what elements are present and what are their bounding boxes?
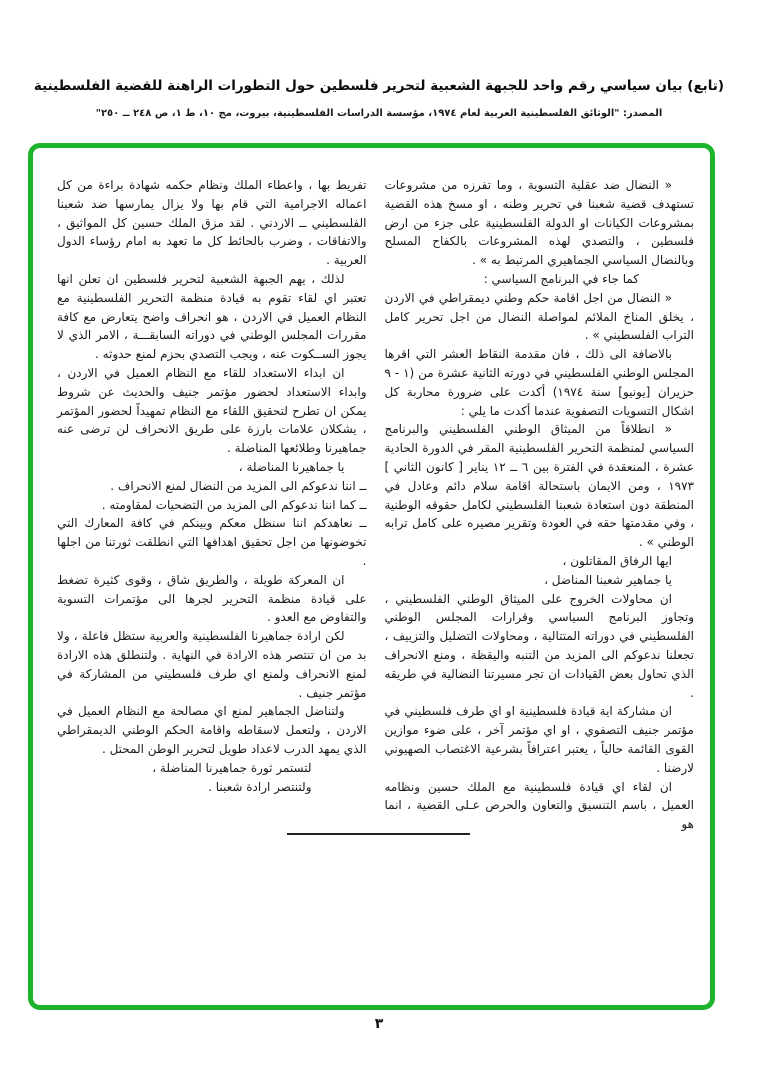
paragraph: ان محاولات الخروج على الميثاق الوطني الفلسطيني ، وتجاوز البرنامج السياسي وقرارات المجلس الوطني الفلسطيني في دوراته المتتالية ، ومحاولات التضليل والتزييف ، تجعلنا ندعوكم الى المزيد من التنبه واليقظة ، ومنع الانحراف الذي تحاول بعض القيادات ان تجر مسيرتنا النضالية في طريقه .: [384, 591, 694, 700]
footnote-divider: [287, 833, 470, 835]
paragraph: « النضال ضد عقلية التسوية ، وما تفرزه من مشروعات تستهدف قضية شعبنا في تحرير وطنه ، او مسخ هذه القضية بمشروعات الكيانات او الدولة الفلسطينية على جزء من ارض فلسطين ، والتصدي لهذه المشروعات بالكفاح المسلح وبالنضال السياسي الجماهيري المرتبط به » .: [384, 178, 694, 268]
paragraph: « النضال من اجل اقامة حكم وطني ديمقراطي في الاردن ، يخلق المناخ الملائم لمواصلة النضال من اجل تحرير كامل التراب الفلسطيني » .: [384, 290, 694, 343]
paragraph: كما جاء في البرنامج السياسي :: [483, 271, 639, 286]
paragraph: لذلك ، يهم الجبهة الشعبية لتحرير فلسطين ان تعلن انها تعتبر اي لقاء تقوم به قيادة منظمة التحرير الفلسطينية مع النظام العميل في الاردن ، هو انحراف واضح يتعارض مع كافة مقررات المجلس الوطني في دوراته السابقـــة ، الامر الذي لا يجوز الســكوت عنه ، ويجب التصدي بحزم لمنع حدوثه .: [57, 271, 367, 362]
list-item-dash: ــ كما اننا ندعوكم الى المزيد من التضحيات لمقاومته .: [101, 497, 367, 512]
page-number: ٣: [374, 1016, 384, 1032]
list-item-dash: ــ نعاهدكم اننا سنظل معكم وبينكم في كافة المعارك التي تخوضونها من اجل تحقيق اهدافها التي انطلقت ثورتنا من اجلها .: [57, 516, 367, 568]
column-left: [57, 176, 367, 834]
paragraph: ايها الرفاق المقاتلون ،: [562, 553, 672, 568]
paragraph: « انطلاقاً من الميثاق الوطني الفلسطيني والبرنامج السياسي لمنظمة التحرير الفلسطينية المقر في الدورة الحادية عشرة ، المنعقدة في الفترة بين ٦ ــ ١٢ يناير [ كانون الثاني ] ١٩٧٣ ، ومن الايمان باستحالة اقامة سلام دائم وعادل في المنطقة دون استعادة شعبنا الفلسطيني لكامل حقوقه الوطنية ، وفي مقدمتها حقه في العودة وتقرير مصيره على كامل ترابه الوطني » .: [384, 422, 694, 550]
paragraph: ولتناضل الجماهير لمنع اي مصالحة مع النظام العميل في الاردن ، ولتعمل لاسقاطه واقامة الحكم الوطني الديمقراطي الذي يمهد الدرب لاعداد طويل لتحرير الوطن المحتل .: [57, 704, 367, 756]
paragraph: ان مشاركة اية قيادة فلسطينية او اي طرف فلسطيني في مؤتمر جنيف التصفوي ، او اي مؤتمر آخر ، على ضوء موازين القوى القائمة حالياً ، يعتبر اعترافاً بشرعية الاغتصاب الصهيوني لارضنا .: [384, 704, 694, 775]
page-title: (تابع) بيان سياسي رقم واحد للجبهة الشعبية لتحرير فلسطين حول التطورات الراهنة للقضية الفلسطينية: [33, 78, 725, 94]
text-frame: [28, 143, 715, 1010]
paragraph: ولتنتصر ارادة شعبنا .: [208, 779, 312, 794]
paragraph: ان لقاء اي قيادة فلسطينية مع الملك حسين ونظامه العميل ، باسم التنسيق والتعاون والحرص عـلى القضية ، انما هو: [384, 779, 694, 832]
paragraph: لكن ارادة جماهيرنا الفلسطينية والعربية ستظل فاعلة ، ولا بد من ان تنتصر هذه الارادة في النهاية . ولتنطلق هذه الارادة لمنع الانحراف ولمنع اي طرف فلسطيني من المشاركة في مؤتمر جنيف .: [57, 629, 367, 700]
paragraph: ان ابداء الاستعداد للقاء مع النظام العميل في الاردن ، وابداء الاستعداد لحضور مؤتمر جنيف والحديث عن شروط يمكن ان تطرح لتحقيق اللقاء مع النظام تمهيداً لحضور المؤتمر ، يشكلان علامات بارزة على طريق الانحراف لن ترضى عنه جماهيرنا وطلائعها المناضلة .: [57, 365, 367, 456]
paragraph: يا جماهير شعبنا المناضل ،: [544, 572, 672, 587]
source-citation: المصدر: "الوثائق الفلسطينية العربية لعام ١٩٧٤، مؤسسة الدراسات الفلسطينية، بيروت، مج ١٠، ط ١، ص ٢٤٨ ــ ٢٥٠": [95, 108, 663, 119]
two-column-layout: [33, 148, 710, 834]
paragraph: يا جماهيرنا المناضلة ،: [238, 459, 345, 474]
paragraph: تفريط بها ، واعطاء الملك ونظام حكمه شهادة براءة من كل اعماله الاجرامية التي قام بها ولا يزال يمارسها ضد شعبنا الفلسطيني ــ الاردني . لقد مزق الملك حسين كل المواثيق ، والاتفاقات ، وضرب بالحائط كل ما تعهد به امام رؤساء الدول العربية .: [57, 178, 367, 268]
list-item-dash: ــ اننا ندعوكم الى المزيد من النضال لمنع الانحراف .: [110, 478, 367, 493]
column-right: [385, 176, 695, 834]
paragraph: بالاضافة الى ذلك ، فان مقدمة النقاط العشر التي اقرها المجلس الوطني الفلسطيني في دورته الثانية عشرة من (١ - ٩ حزيران [يونيو] سنة ١٩٧٤) أكدت على ضرورة محاربة كل اشكال التسويات التصفوية عندما أكدت ما يلي :: [384, 347, 694, 418]
paragraph: لتستمر ثورة جماهيرنا المناضلة ،: [152, 760, 312, 775]
paragraph: ان المعركة طويلة ، والطريق شاق ، وقوى كثيرة تضغط على قيادة منظمة التحرير لجرها الى مؤتمرات التسوية والتفاوض مع العدو .: [57, 572, 367, 625]
